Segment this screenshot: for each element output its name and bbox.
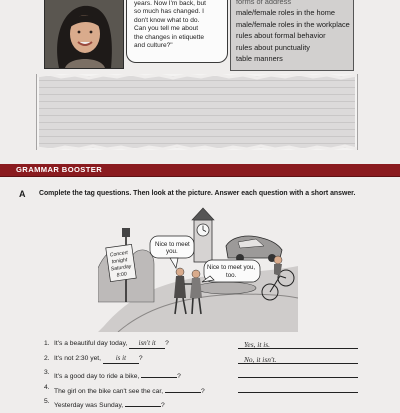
item-number: 2. bbox=[44, 354, 50, 362]
sign-line: tonight bbox=[111, 257, 128, 266]
question-text: It's a beautiful day today, isn't it ? bbox=[54, 339, 169, 347]
woman-photo bbox=[44, 0, 124, 69]
speech-bubble-text bbox=[134, 0, 226, 50]
speech-line: the changes in etiquette bbox=[134, 33, 205, 41]
answer-line bbox=[238, 392, 358, 393]
speech-line: so much has changed. I bbox=[134, 8, 205, 16]
item-number: 5. bbox=[44, 398, 50, 405]
topic-item: male/female roles in the workplace bbox=[236, 19, 350, 29]
exercise-item bbox=[44, 355, 384, 370]
tag-blank[interactable]: isn't it bbox=[129, 340, 165, 349]
tag-blank[interactable] bbox=[125, 398, 161, 407]
question-text: The girl on the bike can't see the car, ? bbox=[54, 384, 205, 395]
question-text: It's not 2:30 yet, is it ? bbox=[54, 353, 143, 362]
speech-line: don't know what to do. bbox=[134, 16, 200, 24]
speech-line: years. Now I'm back, but bbox=[134, 0, 206, 7]
topic-item: rules about punctuality bbox=[236, 42, 310, 52]
question-stem: It's not 2:30 yet, bbox=[54, 354, 102, 362]
question-stem: The girl on the bike can't see the car, bbox=[54, 387, 164, 395]
answer-line bbox=[238, 377, 358, 378]
bubble-right-line: Nice to meet you, bbox=[207, 264, 256, 271]
torn-paper-strip bbox=[36, 74, 358, 150]
item-number: 3. bbox=[44, 369, 50, 376]
answer-text[interactable]: Yes, it is. bbox=[244, 340, 271, 349]
tag-blank[interactable] bbox=[165, 384, 201, 393]
sign-line: Saturday bbox=[110, 263, 132, 273]
sign-line: Concert bbox=[109, 249, 129, 259]
bubble-left-line: you. bbox=[166, 248, 178, 255]
exercise-item bbox=[44, 398, 384, 413]
bubble-right-line: too. bbox=[226, 272, 237, 279]
topics-list bbox=[236, 0, 350, 64]
tag-blank[interactable] bbox=[141, 369, 177, 378]
exercise-instructions: Complete the tag questions. Then look at the picture. Answer each question with a short answer. bbox=[39, 190, 356, 197]
question-stem: It's a good day to ride a bike, bbox=[54, 373, 140, 380]
park-illustration bbox=[98, 206, 298, 337]
question-stem: Yesterday was Sunday, bbox=[54, 402, 124, 409]
speech-line: Can you tell me about bbox=[134, 25, 199, 33]
exercise-letter: A bbox=[19, 189, 26, 199]
tag-blank[interactable]: is it bbox=[103, 355, 139, 364]
exercise-item bbox=[44, 369, 384, 384]
item-number: 1. bbox=[44, 340, 50, 347]
sign-line: 8:00 bbox=[116, 271, 128, 279]
topic-item: male/female roles in the home bbox=[236, 8, 336, 18]
exercise-item bbox=[44, 340, 384, 355]
exercise-list bbox=[44, 340, 384, 413]
topic-item: forms of address bbox=[236, 0, 292, 6]
bubble-left-line: Nice to meet bbox=[155, 241, 190, 248]
question-stem: It's a beautiful day today, bbox=[54, 340, 128, 347]
section-title: GRAMMAR BOOSTER bbox=[16, 165, 103, 174]
question-text: It's a good day to ride a bike, ? bbox=[54, 369, 181, 380]
topic-item: rules about formal behavior bbox=[236, 31, 326, 41]
item-number: 4. bbox=[44, 383, 50, 391]
speech-line: and culture?" bbox=[134, 42, 173, 50]
question-text: Yesterday was Sunday, ? bbox=[54, 398, 165, 409]
topic-item: table manners bbox=[236, 54, 283, 64]
exercise-item bbox=[44, 384, 384, 399]
answer-text[interactable]: No, it isn't. bbox=[244, 354, 277, 364]
